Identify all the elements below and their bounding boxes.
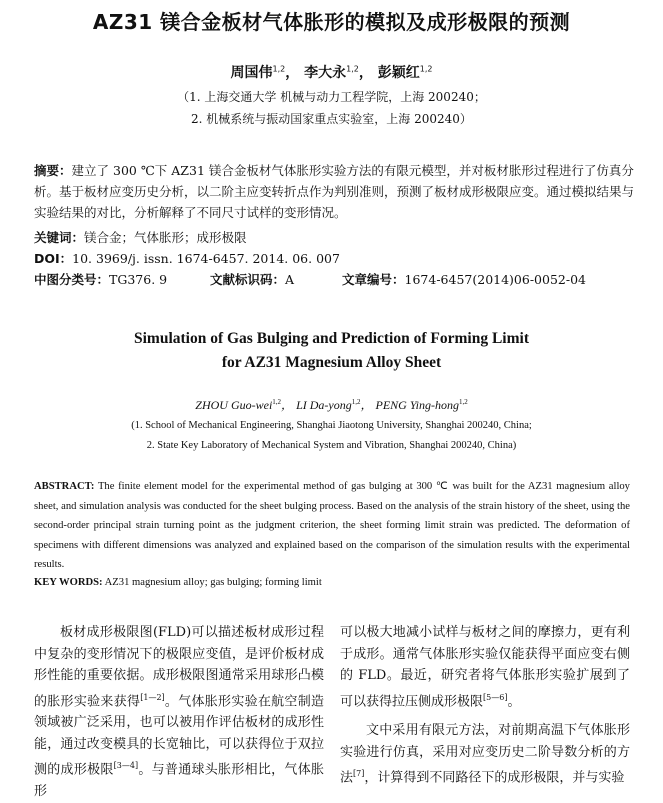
body-text: ，计算得到不同路径下的成形极限，并与实验 xyxy=(364,770,625,786)
affiliation-cn-1: （1. 上海交通大学 机械与动力工程学院，上海 200240； xyxy=(177,90,486,104)
authors-cn xyxy=(0,62,663,82)
author-name-en: ZHOU Guo-wei xyxy=(195,398,273,412)
doi-value: 10. 3969/j. issn. 1674-6457. 2014. 06. 007 xyxy=(72,251,340,266)
citation: [5—6] xyxy=(483,692,508,702)
keywords-en-label: KEY WORDS: xyxy=(34,577,103,588)
keywords-en xyxy=(34,573,630,593)
abstract-cn-text: 建立了 300 ℃下 AZ31 镁合金板材气体胀形实验方法的有限元模型，并对板材胀形过程进行了仿真分析。基于板材应变历史分析，以二阶主应变转折点作为判别准则，预测了板材成形极限应变。通过模拟结果与实验结果的对比，分析解释了不同尺寸试样的变形情况。 xyxy=(34,163,635,220)
author-name: 周国伟 xyxy=(230,65,273,81)
article-number-value: 1674-6457(2014)06-0052-04 xyxy=(404,272,586,287)
author-name-en: PENG Ying-hong xyxy=(375,398,459,412)
author-separator-en: ， xyxy=(281,398,294,412)
clc-value: TG376. 9 xyxy=(109,272,168,287)
abstract-en-text: The finite element model for the experimental method of gas bulging at 300 ℃ was built for the AZ31 magnesium alloy sheet, and simulation analysis was conducted for the sheet bulging process. Based on the analysis of the strain history of the sheet, using the second-order principal strain turning point as the judgment criterion, the sheet forming limit strain was predicted. The deformation of specimens with different dimensions was analyzed and explained based on the comparison of the simulation results with the experimental results. xyxy=(34,481,630,570)
affiliation-en-1: (1. School of Mechanical Engineering, Shanghai Jiaotong University, Shanghai 200240, China; xyxy=(131,420,532,431)
author-name: 李大永 xyxy=(304,65,347,81)
citation: [1—2] xyxy=(140,692,165,702)
title-en-line-1: Simulation of Gas Bulging and Prediction of Forming Limit xyxy=(133,330,529,347)
keywords-cn-text: 镁合金；气体胀形；成形极限 xyxy=(84,230,247,245)
author-name: 彭颖红 xyxy=(377,65,420,81)
doc-code-value: A xyxy=(285,272,295,287)
keywords-cn xyxy=(34,227,634,248)
author-separator-en: ， xyxy=(360,398,373,412)
abstract-cn-label: 摘要： xyxy=(34,163,72,178)
doc-code xyxy=(210,269,294,290)
doc-code-label: 文献标识码： xyxy=(210,272,286,287)
body-paragraph xyxy=(340,622,630,712)
affiliation-en-2: 2. State Key Laboratory of Mechanical System and Vibration, Shanghai 200240, China) xyxy=(146,440,517,451)
abstract-cn xyxy=(34,160,634,223)
author-name-en: LI Da-yong xyxy=(296,398,352,412)
paper-title-en xyxy=(0,327,663,375)
authors-en xyxy=(0,396,663,413)
article-number xyxy=(342,269,586,290)
author-affil-mark: 1,2 xyxy=(346,64,359,74)
body-column-right xyxy=(340,622,630,789)
author-separator: ， xyxy=(285,65,300,81)
citation: [3—4] xyxy=(113,761,139,771)
author-affil-mark-en: 1,2 xyxy=(458,398,468,406)
keywords-cn-label: 关键词： xyxy=(34,230,85,245)
body-paragraph xyxy=(34,622,324,803)
doi-line xyxy=(34,248,634,269)
body-text: 可以极大地减小试样与板材之间的摩擦力，更有利于成形。通常气体胀形实验仅能获得平面应变右侧的 FLD。最近，研究者将气体胀形实验扩展到了可以获得拉压侧成形极限 xyxy=(340,625,630,709)
body-column-left xyxy=(34,622,324,803)
affiliation-cn-2: 2. 机械系统与振动国家重点实验室，上海 200240） xyxy=(191,112,472,126)
author-affil-mark-en: 1,2 xyxy=(272,398,282,406)
citation: [7] xyxy=(353,769,365,779)
body-text: 。气体胀形实验在航空制造领域被广泛采用，也可以被用作评估板材的成形性能，通过改变模具的长宽轴比，可以获得位于双拉测的成形极限 xyxy=(34,693,324,778)
author-separator: ， xyxy=(358,65,373,81)
article-number-label: 文章编号： xyxy=(342,272,405,287)
body-text: 。 xyxy=(507,693,521,709)
body-text: 板材成形极限图(FLD)可以描述板材成形过程中复杂的变形情况下的极限应变值，是评价板材成形性能的重要依据。成形极限图通常采用球形凸模的胀形实验来获得 xyxy=(34,625,324,709)
abstract-en-label: ABSTRACT: xyxy=(34,481,95,492)
clc-number xyxy=(34,269,167,290)
author-affil-mark-en: 1,2 xyxy=(351,398,361,406)
title-en-line-2: for AZ31 Magnesium Alloy Sheet xyxy=(221,354,442,371)
author-affil-mark: 1,2 xyxy=(419,64,433,74)
keywords-en-text: AZ31 magnesium alloy; gas bulging; forming limit xyxy=(104,577,322,588)
clc-label: 中图分类号： xyxy=(34,272,110,287)
author-affil-mark: 1,2 xyxy=(272,64,286,74)
abstract-en xyxy=(34,477,630,575)
body-text: 。与普通球头胀形相比，气体胀形 xyxy=(34,762,324,800)
body-paragraph xyxy=(340,720,630,789)
paper-title-cn: AZ31 镁合金板材气体胀形的模拟及成形极限的预测 xyxy=(92,10,571,34)
doi-label: DOI： xyxy=(34,251,73,266)
body-text: 文中采用有限元方法，对前期高温下气体胀形实验进行仿真，采用对应变历史二阶导数分析的方法 xyxy=(340,723,630,786)
